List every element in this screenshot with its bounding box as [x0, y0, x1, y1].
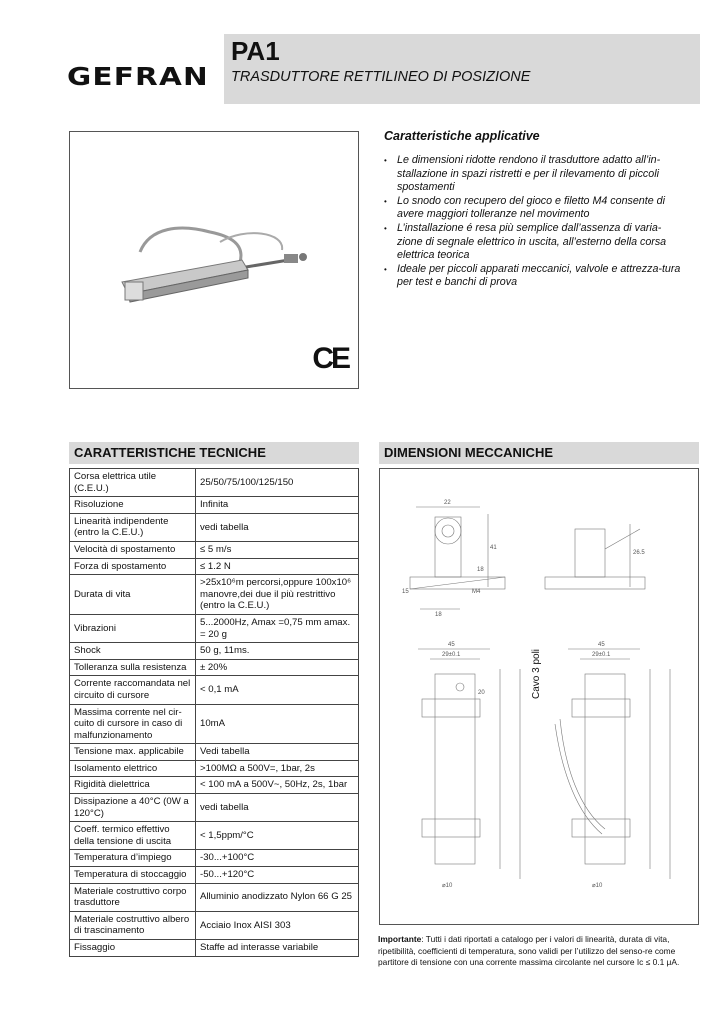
model-subtitle: TRASDUTTORE RETTILINEO DI POSIZIONE [231, 69, 531, 85]
table-row [70, 822, 359, 850]
spec-value: vedi tabella [196, 794, 359, 822]
dim-29a: 29±0.1 [442, 652, 461, 658]
dim-29b: 29±0.1 [592, 652, 611, 658]
spec-value: < 0,1 mA [196, 676, 359, 704]
table-row [70, 867, 359, 884]
dim-18a: 18 [477, 567, 484, 573]
list-item: • Lo snodo con recupero del gioco e filetto M4 consente di avere maggiori tolleranze nel movimento [384, 195, 684, 222]
spec-key: Velocità di spostamento [70, 541, 196, 558]
spec-key: Corrente raccomandata nel circuito di cursore [70, 676, 196, 704]
spec-value: Acciaio Inox AISI 303 [196, 911, 359, 939]
spec-key: Vibrazioni [70, 614, 196, 642]
spec-value: Staffe ad interasse variabile [196, 940, 359, 957]
mechanical-drawing [379, 468, 699, 925]
applications-title: Caratteristiche applicative [384, 129, 540, 143]
table-row [70, 744, 359, 761]
spec-value: >25x10⁶m percorsi,oppure 100x10⁶ manovre,dei due il più restrittivo (entro la C.E.U.) [196, 575, 359, 615]
spec-value: -30...+100°C [196, 850, 359, 867]
spec-key: Shock [70, 643, 196, 660]
list-item: • Le dimensioni ridotte rendono il trasduttore adatto all’in-stallazione in spazi ristretti e per il rilevamento di piccoli spostamenti [384, 154, 684, 195]
dim-41: 41 [490, 545, 497, 551]
spec-key: Isolamento elettrico [70, 760, 196, 777]
dim-m4: M4 [472, 589, 481, 595]
spec-key: Corsa elettrica utile (C.E.U.) [70, 469, 196, 497]
spec-key: Materiale costruttivo albero di trascinamento [70, 911, 196, 939]
table-row [70, 558, 359, 575]
list-item: • Ideale per piccoli apparati meccanici, valvole e attrezza-tura per test e banchi di prova [384, 263, 684, 290]
spec-value: Alluminio anodizzato Nylon 66 G 25 [196, 883, 359, 911]
table-row [70, 497, 359, 514]
dim-18b: 18 [435, 612, 442, 618]
spec-key: Forza di spostamento [70, 558, 196, 575]
table-row [70, 911, 359, 939]
mechanical-section-title: DIMENSIONI MECCANICHE [379, 442, 699, 464]
spec-value: -50...+120°C [196, 867, 359, 884]
spec-value: < 1,5ppm/°C [196, 822, 359, 850]
spec-key: Rigidità dielettrica [70, 777, 196, 794]
dim-10b: ⌀10 [592, 883, 603, 889]
list-item: • L’installazione é resa più semplice dall’assenza di varia-zione di segnale elettrico in uscita, all’esterno della corsa elettrica teorica [384, 222, 684, 263]
spec-value: ≤ 1.2 N [196, 558, 359, 575]
spec-key: Tensione max. applicabile [70, 744, 196, 761]
technical-section-title: CARATTERISTICHE TECNICHE [69, 442, 359, 464]
spec-key: Temperatura d’impiego [70, 850, 196, 867]
spec-value: ≤ 5 m/s [196, 541, 359, 558]
table-row [70, 850, 359, 867]
spec-key: Risoluzione [70, 497, 196, 514]
spec-value: >100MΩ a 500V=, 1bar, 2s [196, 760, 359, 777]
table-row [70, 575, 359, 615]
spec-table [69, 468, 359, 957]
dim-15: 15 [402, 589, 409, 595]
table-row [70, 614, 359, 642]
cable-label: Cavo 3 poli [531, 648, 542, 699]
note-text: : Tutti i dati riportati a catalogo per i valori di linearità, durata di vita, ripetibilità, coefficienti di temperatura, sono validi per l’utilizzo del senso-re come partitore di tensione con una corrente massima circolante nel cursore Ic ≤ 0.1 μA. [378, 934, 680, 968]
table-row [70, 883, 359, 911]
spec-value: 5...2000Hz, Amax =0,75 mm amax. = 20 g [196, 614, 359, 642]
table-row [70, 777, 359, 794]
dim-22: 22 [444, 500, 451, 506]
spec-key: Linearità indipendente (entro la C.E.U.) [70, 513, 196, 541]
applications-list [384, 154, 684, 290]
dim-26-5: 26.5 [633, 550, 645, 556]
spec-key: Dissipazione a 40°C (0W a 120°C) [70, 794, 196, 822]
dim-45b: 45 [598, 642, 605, 648]
spec-value: 25/50/75/100/125/150 [196, 469, 359, 497]
important-note [378, 934, 698, 969]
dim-45a: 45 [448, 642, 455, 648]
table-row [70, 513, 359, 541]
model-title: PA1 [231, 36, 280, 66]
spec-value: Infinita [196, 497, 359, 514]
spec-key: Coeff. termico effettivo della tensione di uscita [70, 822, 196, 850]
spec-value: 10mA [196, 704, 359, 744]
spec-key: Temperatura di stoccaggio [70, 867, 196, 884]
spec-key: Tolleranza sulla resistenza [70, 659, 196, 676]
table-row [70, 704, 359, 744]
table-row [70, 659, 359, 676]
table-row [70, 676, 359, 704]
spec-value: vedi tabella [196, 513, 359, 541]
dim-10a: ⌀10 [442, 883, 453, 889]
spec-value: Vedi tabella [196, 744, 359, 761]
ce-mark-icon: CE [312, 342, 348, 375]
spec-value: ± 20% [196, 659, 359, 676]
table-row [70, 643, 359, 660]
dim-20: 20 [478, 690, 485, 696]
product-photo [69, 131, 359, 389]
table-row [70, 469, 359, 497]
gefran-logo: GEFRAN [67, 62, 209, 91]
note-label: Importante [378, 934, 422, 944]
table-row [70, 940, 359, 957]
table-row [70, 794, 359, 822]
spec-value: < 100 mA a 500V~, 50Hz, 2s, 1bar [196, 777, 359, 794]
spec-key: Durata di vita [70, 575, 196, 615]
spec-key: Fissaggio [70, 940, 196, 957]
spec-key: Materiale costruttivo corpo trasduttore [70, 883, 196, 911]
spec-key: Massima corrente nel cir-cuito di cursore in caso di malfunzionamento [70, 704, 196, 744]
table-row [70, 760, 359, 777]
table-row [70, 541, 359, 558]
spec-value: 50 g, 11ms. [196, 643, 359, 660]
